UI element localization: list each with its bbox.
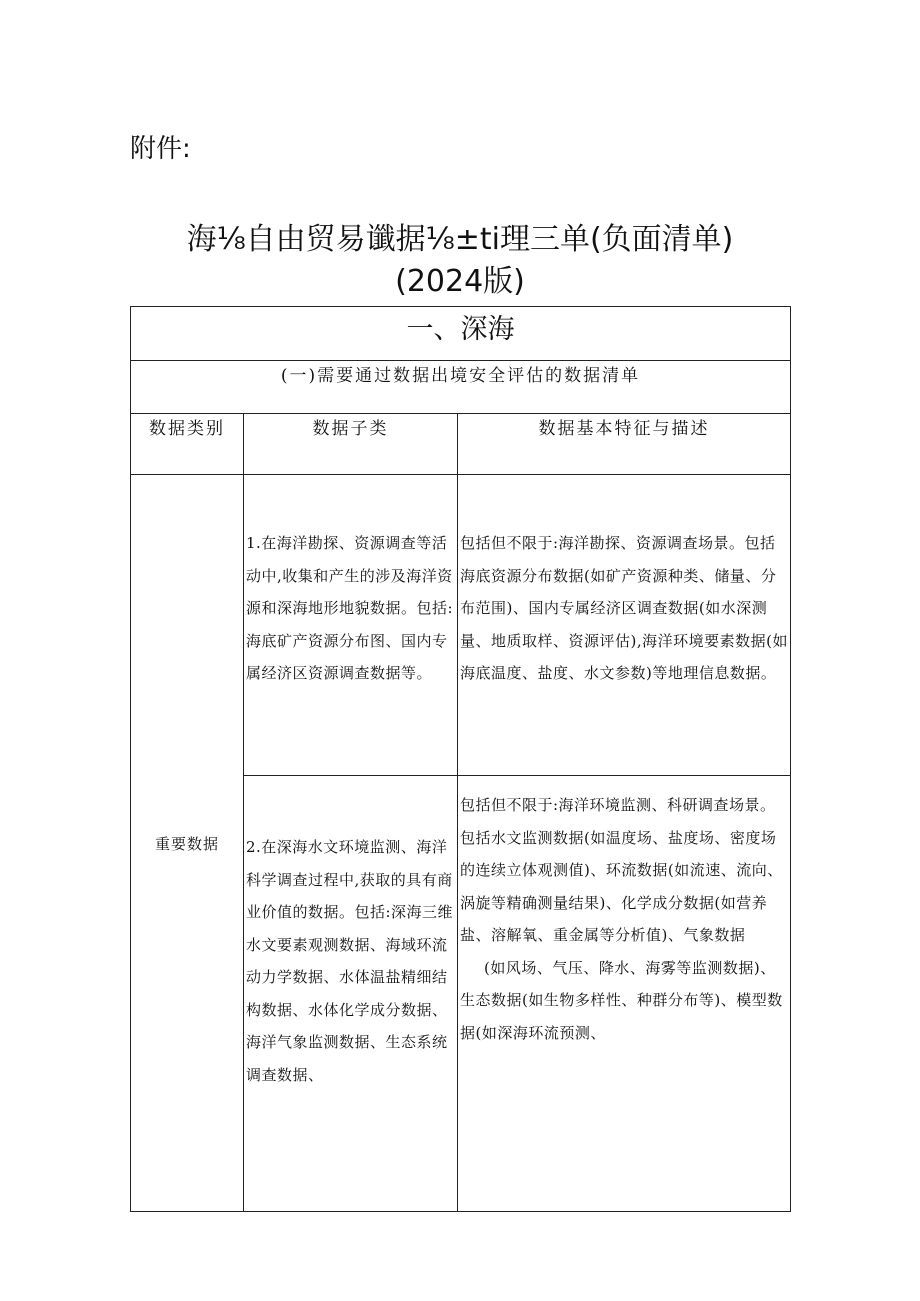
description-cell-2 xyxy=(458,776,791,1212)
document-title: 海⅛自由贸易谶据⅛±ti理三单(负面清单) xyxy=(186,222,734,257)
subcategory-cell-2: 2.在深海水文环境监测、海洋科学调查过程中,获取的具有商业价值的数据。包括:深海三维水文要素观测数据、海域环流动力学数据、水体温盐精细结构数据、水体化学成分数据、海洋气象监测数据、生态系统调查数据、 xyxy=(244,776,458,1212)
header-subcategory: 数据子类 xyxy=(244,414,458,475)
description-cell-1: 包括但不限于:海洋勘探、资源调查场景。包括海底资源分布数据(如矿产资源种类、储量、分布范围)、国内专属经济区调查数据(如水深测量、地质取样、资源评估),海洋环境要素数据(如海底温度、盐度、水文参数)等地理信息数据。 xyxy=(458,475,791,776)
header-description: 数据基本特征与描述 xyxy=(458,414,791,475)
section-heading: 一、深海 xyxy=(131,307,791,361)
description-2-part-2: (如风场、气压、降水、海雾等监测数据)、生态数据(如生物多样性、种群分布等)、模型数据(如深海环流预测、 xyxy=(460,958,783,1042)
subsection-heading: (一)需要通过数据出境安全评估的数据清单 xyxy=(131,361,791,414)
data-list-table xyxy=(130,306,791,1212)
attachment-label: 附件: xyxy=(130,134,191,164)
header-category: 数据类别 xyxy=(131,414,244,475)
description-2-part-1: 包括但不限于:海洋环境监测、科研调查场景。包括水文监测数据(如温度场、盐度场、密度场的连续立体观测值)、环流数据(如流速、流向、涡旋等精确测量结果)、化学成分数据(如营养盐、溶解氧、重金属等分析值)、气象数据 xyxy=(460,796,783,944)
subcategory-cell-1: 1.在海洋勘探、资源调查等活动中,收集和产生的涉及海洋资源和深海地形地貌数据。包括:海底矿产资源分布图、国内专属经济区资源调查数据等。 xyxy=(244,475,458,776)
category-cell: 重要数据 xyxy=(131,475,244,1212)
document-title-version: (2024版) xyxy=(395,264,525,299)
